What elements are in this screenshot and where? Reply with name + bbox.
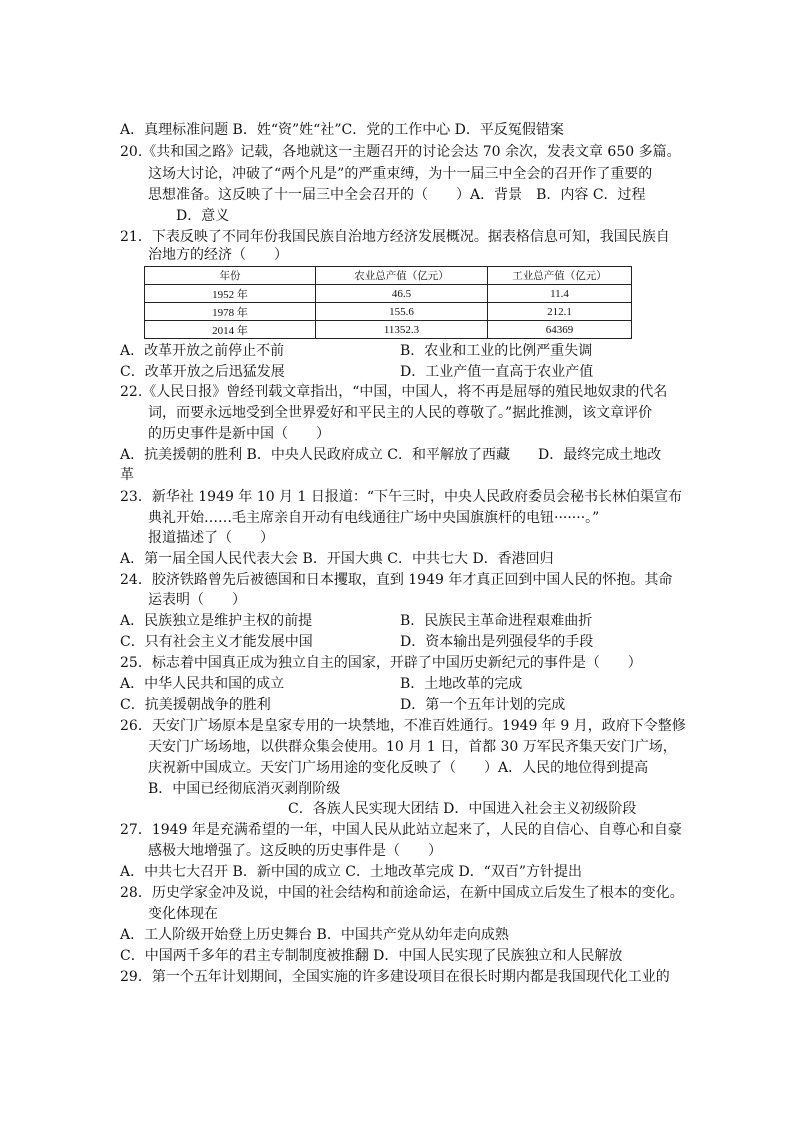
table-cell: 155.6 (316, 303, 488, 321)
table-header-cell: 工业总产值（亿元） (488, 267, 632, 285)
table-row (145, 321, 632, 339)
table-cell: 1978 年 (145, 303, 316, 321)
question-23-line: 23．新华社 1949 年 10 月 1 日报道：“下午三时，中央人民政府委员会秘书长林伯渠宣布 (120, 489, 683, 505)
option-line: A．真理标准问题 B．姓“资”姓“社”C．党的工作中心 D．平反冤假错案 (120, 122, 564, 138)
question-21-option-d: D．工业产值一直高于农业产值 (400, 364, 594, 380)
question-22-options: 革 (120, 467, 134, 483)
question-26-line: 26．天安门广场原本是皇家专用的一块禁地，不准百姓通行。1949 年 9 月，政府下令整修 (120, 718, 686, 734)
question-27-options: A．中共七大召开 B．新中国的成立 C．土地改革完成 D．“双百”方针提出 (120, 864, 582, 880)
question-23-options: A．第一届全国人民代表大会 B．开国大典 C．中共七大 D．香港回归 (120, 551, 554, 567)
table-cell: 11.4 (488, 285, 632, 303)
table-cell: 46.5 (316, 285, 488, 303)
question-27-line: 27．1949 年是充满希望的一年，中国人民从此站立起来了，人民的自信心、自尊心和自豪 (120, 822, 682, 838)
question-28-options: A．工人阶级开始登上历史舞台 B．中国共产党从幼年走向成熟 (120, 927, 509, 943)
question-24-option-a: A．民族独立是维护主权的前提 (120, 613, 313, 629)
question-22-line: 词，而要永远地受到全世界爱好和平民主的人民的尊敬了。”据此推测，该文章评价 (148, 405, 653, 421)
question-24-option-c: C．只有社会主义才能发展中国 (120, 634, 313, 650)
question-21-line: 21．下表反映了不同年份我国民族自治地方经济发展概况。据表格信息可知，我国民族自 (120, 229, 670, 245)
question-28-options: C．中国两千多年的君主专制制度被推翻 D．中国人民实现了民族独立和人民解放 (120, 948, 623, 964)
question-23-line: 典礼开始……毛主席亲自开动有电线通往广场中央国旗旗杆的电钮·······。” (148, 510, 600, 526)
table-header-cell: 农业总产值（亿元） (316, 267, 488, 285)
question-25-option-b: B．土地改革的完成 (400, 676, 523, 692)
economy-table (144, 266, 632, 339)
question-22-line: 22.《人民日报》曾经刊载文章指出，“中国，中国人，将不再是屈辱的殖民地奴隶的代名 (120, 384, 668, 400)
question-21-option-b: B．农业和工业的比例严重失调 (400, 343, 593, 359)
question-24-option-d: D．资本输出是列强侵华的手段 (400, 634, 594, 650)
question-21-line: 治地方的经济（ ） (148, 247, 288, 263)
table-row (145, 303, 632, 321)
question-28-line: 变化体现在 (148, 906, 218, 922)
question-26-option-b: B．中国已经彻底消灭剥削阶级 (148, 781, 341, 797)
question-21-option-a: A．改革开放之前停止不前 (120, 343, 285, 359)
question-23-line: 报道描述了（ ） (148, 530, 274, 546)
question-25-option-c: C．抗美援朝战争的胜利 (120, 697, 271, 713)
question-25-option-a: A．中华人民共和国的成立 (120, 676, 285, 692)
table-cell: 11352.3 (316, 321, 488, 339)
question-22-options: A．抗美援朝的胜利 B．中央人民政府成立 C．和平解放了西藏 D．最终完成土地改 (120, 447, 662, 463)
question-20-line: 思想准备。这反映了十一届三中全会召开的（ ）A．背景 B．内容 C．过程 (148, 187, 646, 203)
question-25-line: 25．标志着中国真正成为独立自主的国家，开辟了中国历史新纪元的事件是（ ） (120, 655, 642, 671)
question-24-line: 运表明（ ） (148, 592, 246, 608)
table-cell: 1952 年 (145, 285, 316, 303)
question-25-option-d: D．第一个五年计划的完成 (400, 697, 566, 713)
question-20-option-d: D．意义 (176, 208, 230, 224)
question-21-option-c: C．改革开放之后迅猛发展 (120, 364, 285, 380)
question-20-line: 这场大讨论，冲破了“两个凡是”的严重束缚，为十一届三中全会的召开作了重要的 (148, 166, 653, 182)
table-cell: 64369 (488, 321, 632, 339)
question-22-line: 的历史事件是新中国（ ） (148, 426, 330, 442)
question-26-line: 庆祝新中国成立。天安门广场用途的变化反映了（ ）A．人民的地位得到提高 (148, 760, 649, 776)
question-27-line: 感极大地增强了。这反映的历史事件是（ ） (148, 843, 442, 859)
question-28-line: 28．历史学家金冲及说，中国的社会结构和前途命运，在新中国成立后发生了根本的变化。 (120, 885, 684, 901)
question-24-line: 24．胶济铁路曾先后被德国和日本攫取，直到 1949 年才真正回到中国人民的怀抱。其命 (120, 572, 673, 588)
table-header-cell: 年份 (145, 267, 316, 285)
question-26-options: C．各族人民实现大团结 D．中国进入社会主义初级阶段 (288, 801, 637, 817)
question-26-line: 天安门广场场地，以供群众集会使用。10 月 1 日，首都 30 万军民齐集天安门广场， (148, 739, 677, 755)
table-header-row (145, 267, 632, 285)
question-29-line: 29．第一个五年计划期间，全国实施的许多建设项目在很长时期内都是我国现代化工业的 (120, 969, 670, 985)
table-row (145, 285, 632, 303)
question-20-line: 20.《共和国之路》记载，各地就这一主题召开的讨论会达 70 余次，发表文章 650 多篇。 (120, 144, 681, 160)
question-24-option-b: B．民族民主革命进程艰难曲折 (400, 613, 593, 629)
table-cell: 2014 年 (145, 321, 316, 339)
table-cell: 212.1 (488, 303, 632, 321)
